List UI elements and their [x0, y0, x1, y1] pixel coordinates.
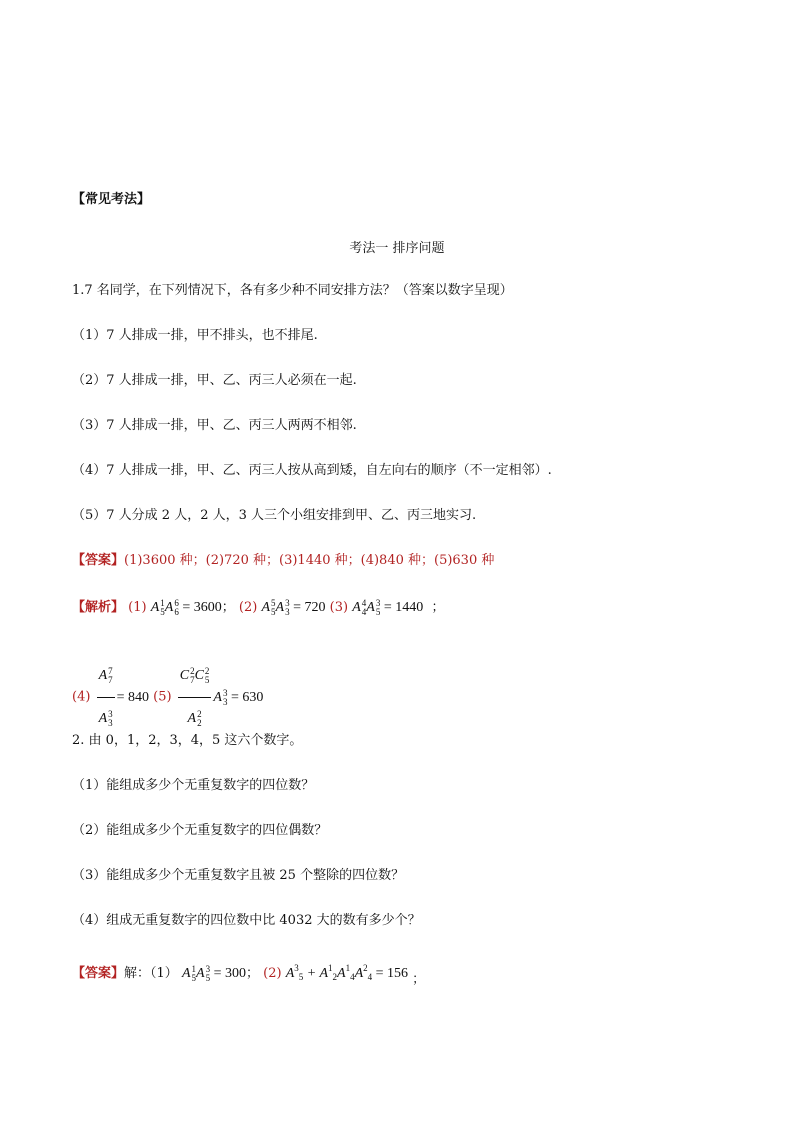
question-1-analysis-line-2 — [72, 656, 263, 739]
question-1-item-2: （2）7 人排成一排，甲、乙、丙三人必须在一起. — [72, 373, 357, 388]
formula-2: A 5 5 A 3 3 = 720 — [261, 598, 326, 617]
question-2-item-3: （3）能组成多少个无重复数字且被 25 个整除的四位数？ — [72, 868, 405, 883]
formula-1: A 1 5 A 6 6 = 3600 — [150, 598, 222, 617]
answer-text: (1)3600 种；(2)720 种；(3)1440 种；(4)840 种；(5)630 种 — [124, 553, 495, 568]
formula-q2-2: $A^3_5 + A^1_2A^1_4A^2_4 = 156$ — [285, 963, 409, 982]
question-2-answer: 【答案】解：（1） A 1 5 A 3 5 = 300； (2) $A^3_5 + A^1_2A^1_4A^2_4 = 156$ ； — [72, 963, 426, 987]
question-2-item-1: （1）能组成多少个无重复数字的四位数？ — [72, 778, 315, 793]
answer-tag: 【答案】 — [72, 553, 125, 568]
answer-prefix: 解：（1） — [124, 966, 178, 981]
question-1-item-1: （1）7 人排成一排，甲不排头，也不排尾. — [72, 328, 318, 343]
question-2-stem: 2. 由 0，1，2，3，4，5 这六个数字。 — [72, 733, 303, 748]
question-1-item-5: （5）7 人分成 2 人，2 人，3 人三个小组安排到甲、乙、丙三地实习. — [72, 508, 477, 523]
question-2-item-2: （2）能组成多少个无重复数字的四位偶数？ — [72, 823, 328, 838]
answer-part-2-label: (2) — [263, 966, 282, 981]
formula-4: A 7 7 A 3 3 = 840 — [95, 690, 149, 705]
question-2-item-4: （4）组成无重复数字的四位数中比 4032 大的数有多少个？ — [72, 913, 421, 928]
analysis-part-1-label: (1) — [128, 600, 147, 616]
formula-3: A 4 4 A 3 5 = 1440 — [352, 598, 424, 617]
question-1-stem: 1.7 名同学，在下列情况下，各有多少种不同安排方法？（答案以数字呈现） — [72, 283, 513, 298]
analysis-part-2-label: (2) — [238, 600, 258, 616]
question-1-analysis-line-1: 【解析】 (1) A 1 5 A 6 6 = 3600； (2) A 5 5 A 3 3 = 720 (3) A 4 4 A 3 5 = 1440 ； — [72, 598, 445, 617]
question-1-item-3: （3）7 人排成一排，甲、乙、丙三人两两不相邻. — [72, 418, 357, 433]
answer-tag: 【答案】 — [72, 966, 125, 981]
analysis-part-5-label: (5) — [153, 689, 172, 705]
question-1-answer — [72, 552, 494, 570]
section-header: 【常见考法】 — [72, 192, 151, 207]
analysis-part-4-label: (4) — [72, 689, 91, 705]
method-title: 考法一 排序问题 — [349, 241, 445, 256]
analysis-tag: 【解析】 — [72, 600, 125, 616]
formula-q2-1: A 1 5 A 3 5 = 300 — [181, 963, 246, 983]
question-1-item-4: （4）7 人排成一排，甲、乙、丙三人按从高到矮，自左向右的顺序（不一定相邻）. — [72, 463, 552, 478]
analysis-part-3-label: (3) — [329, 600, 349, 616]
formula-5: C 2 7 C 2 5 A 2 2 A 3 3 = 630 — [176, 690, 264, 705]
